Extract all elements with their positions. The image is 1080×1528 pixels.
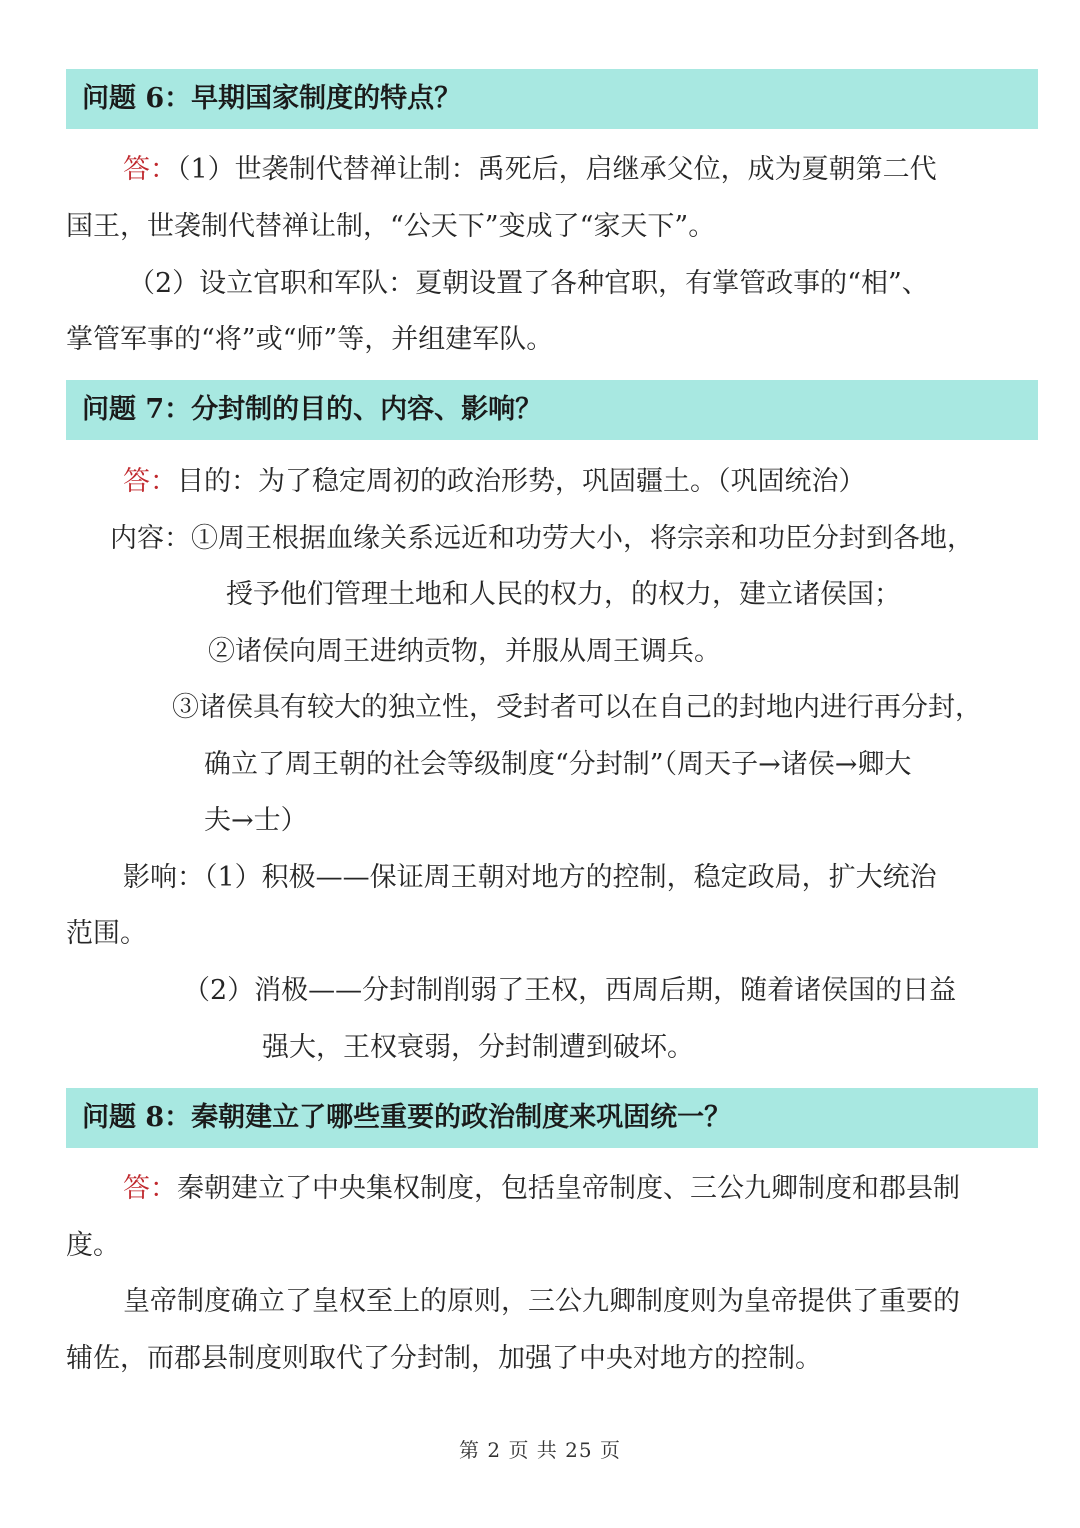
q7-impact-line-1: 影响：（1）积极——保证周王朝对地方的控制，稳定政局，扩大统治 (123, 862, 937, 893)
q7-content-line-3: ②诸侯向周王进纳贡物，并服从周王调兵。 (208, 636, 721, 667)
q8-answer-label: 答： (123, 1173, 177, 1204)
q7-title: 问题 7：分封制的目的、内容、影响？ (82, 394, 543, 425)
q7-content-line-4: ③诸侯具有较大的独立性，受封者可以在自己的封地内进行再分封， (172, 692, 982, 723)
q7-impact-line-3: （2）消极——分封制削弱了王权，西周后期，随着诸侯国的日益 (183, 975, 957, 1006)
q6-answer-line-2: 国王，世袭制代替禅让制，“公天下”变成了“家天下”。 (66, 211, 716, 242)
q7-content-line-6: 夫→士） (204, 805, 308, 836)
q7-answer-label: 答： (123, 466, 177, 497)
q8-answer-line-1: 答：秦朝建立了中央集权制度，包括皇帝制度、三公九卿制度和郡县制 (123, 1173, 960, 1204)
section-header-q8 (66, 1088, 1038, 1148)
q8-answer-line-2: 度。 (66, 1230, 120, 1261)
section-header-q7 (66, 380, 1038, 440)
q7-content-line-1: 内容：①周王根据血缘关系远近和功劳大小，将宗亲和功臣分封到各地， (110, 523, 974, 554)
q7-impact-line-2: 范围。 (66, 918, 147, 949)
q6-answer-line-3: （2）设立官职和军队：夏朝设置了各种官职，有掌管政事的“相”、 (128, 268, 929, 299)
q6-answer-line-1: 答：（1）世袭制代替禅让制：禹死后，启继承父位，成为夏朝第二代 (123, 154, 937, 185)
q7-content-line-2: 授予他们管理土地和人民的权力，的权力，建立诸侯国； (226, 579, 901, 610)
q7-answer-purpose: 答：目的：为了稳定周初的政治形势，巩固疆土。（巩固统治） (123, 466, 866, 497)
q8-answer-line-3: 皇帝制度确立了皇权至上的原则，三公九卿制度则为皇帝提供了重要的 (123, 1286, 960, 1317)
q7-impact-line-4: 强大，王权衰弱，分封制遭到破坏。 (262, 1032, 694, 1063)
q7-content-line-5: 确立了周王朝的社会等级制度“分封制”（周天子→诸侯→卿大 (204, 749, 912, 780)
q6-title: 问题 6：早期国家制度的特点？ (82, 83, 462, 114)
q8-title: 问题 8：秦朝建立了哪些重要的政治制度来巩固统一？ (82, 1102, 732, 1133)
q6-answer-label: 答： (123, 154, 177, 185)
q8-answer-line-4: 辅佐，而郡县制度则取代了分封制，加强了中央对地方的控制。 (66, 1343, 822, 1374)
page-footer: 第 2 页 共 25 页 (459, 1438, 621, 1462)
section-header-q6 (66, 69, 1038, 129)
q6-answer-line-4: 掌管军事的“将”或“师”等，并组建军队。 (66, 324, 554, 355)
